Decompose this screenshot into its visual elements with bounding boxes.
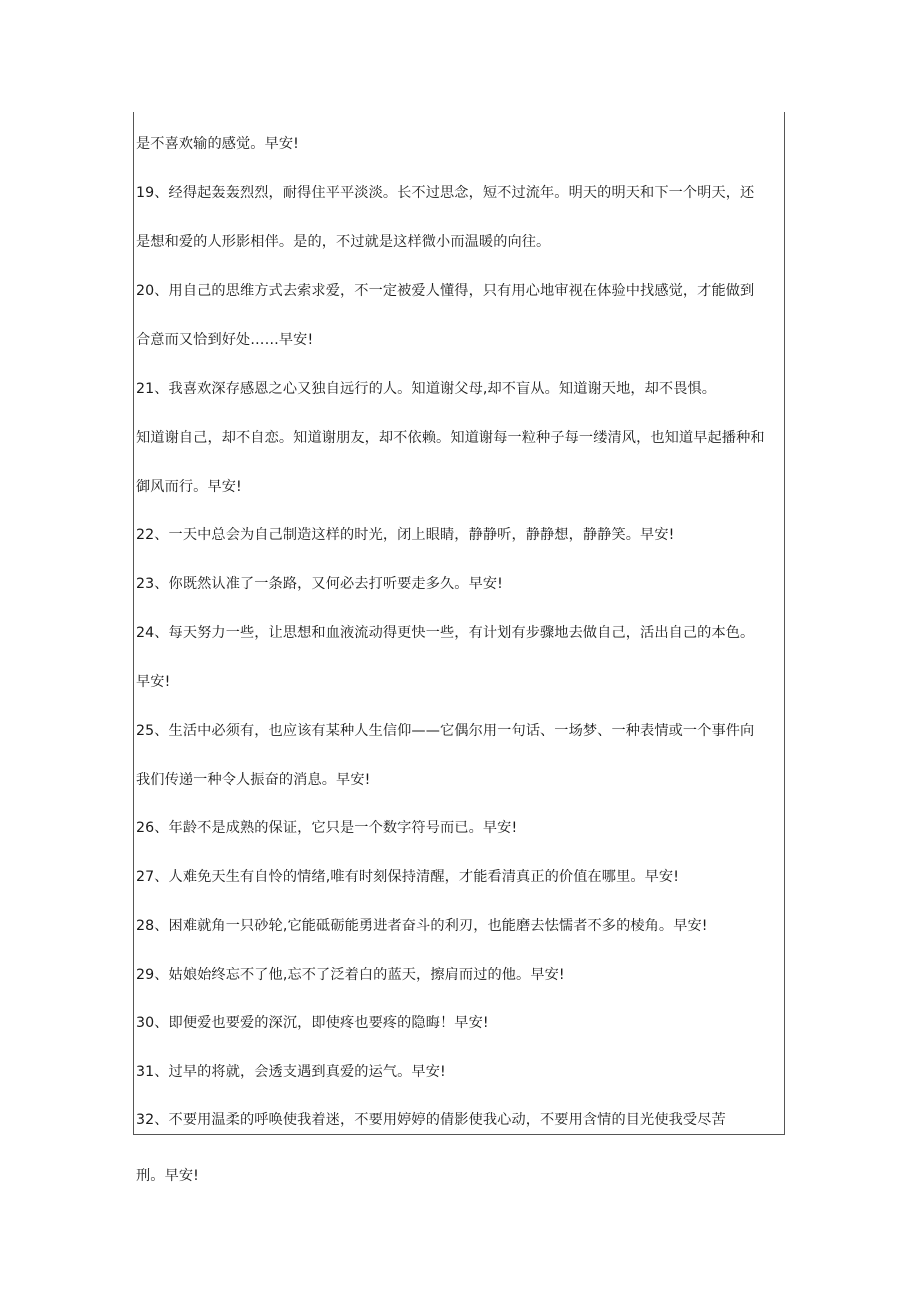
text-line: 23、你既然认准了一条路，又何必去打听要走多久。早安! bbox=[136, 576, 503, 592]
text-line: 27、人难免天生有自怜的情绪,唯有时刻保持清醒，才能看清真正的价值在哪里。早安! bbox=[136, 869, 680, 885]
text-line: 22、一天中总会为自己制造这样的时光，闭上眼睛，静静听，静静想，静静笑。早安! bbox=[136, 527, 675, 543]
text-line: 26、年龄不是成熟的保证，它只是一个数字符号而已。早安! bbox=[136, 820, 518, 836]
text-line: 我们传递一种令人振奋的消息。早安! bbox=[136, 772, 371, 788]
text-line: 合意而又恰到好处……早安! bbox=[136, 332, 314, 348]
text-line: 29、姑娘始终忘不了他,忘不了泛着白的蓝天，擦肩而过的他。早安! bbox=[136, 967, 565, 983]
trailing-text-line: 刑。早安! bbox=[136, 1168, 199, 1184]
text-line: 早安! bbox=[136, 674, 171, 690]
text-line: 御风而行。早安! bbox=[136, 479, 242, 495]
text-line: 25、生活中必须有，也应该有某种人生信仰——它偶尔用一句话、一场梦、一种表情或一个事件向 bbox=[136, 723, 755, 739]
text-line: 28、困难就角一只砂轮,它能砥砺能勇进者奋斗的利刃，也能磨去怯懦者不多的棱角。早安! bbox=[136, 918, 708, 934]
text-line: 30、即便爱也要爱的深沉，即使疼也要疼的隐晦！早安! bbox=[136, 1015, 489, 1031]
text-line: 知道谢自己，却不自恋。知道谢朋友，却不依赖。知道谢每一粒种子每一缕清风，也知道早起播种和 bbox=[136, 430, 765, 446]
text-line: 24、每天努力一些，让思想和血液流动得更快一些，有计划有步骤地去做自己，活出自己的本色。 bbox=[136, 625, 755, 641]
text-line: 是不喜欢输的感觉。早安! bbox=[136, 136, 299, 152]
text-line: 21、我喜欢深存感恩之心又独自远行的人。知道谢父母,却不盲从。知道谢天地，却不畏惧。 bbox=[136, 381, 717, 397]
text-line: 32、不要用温柔的呼唤使我着迷，不要用婷婷的倩影使我心动，不要用含情的目光使我受尽苦 bbox=[136, 1112, 726, 1128]
text-line: 20、用自己的思维方式去索求爱，不一定被爱人懂得，只有用心地审视在体验中找感觉，才能做到 bbox=[136, 283, 755, 299]
text-line: 31、过早的将就，会透支遇到真爱的运气。早安! bbox=[136, 1064, 446, 1080]
text-line: 19、经得起轰轰烈烈，耐得住平平淡淡。长不过思念，短不过流年。明天的明天和下一个明天，还 bbox=[136, 185, 755, 201]
text-line: 是想和爱的人形影相伴。是的，不过就是这样微小而温暖的向往。 bbox=[136, 234, 551, 250]
